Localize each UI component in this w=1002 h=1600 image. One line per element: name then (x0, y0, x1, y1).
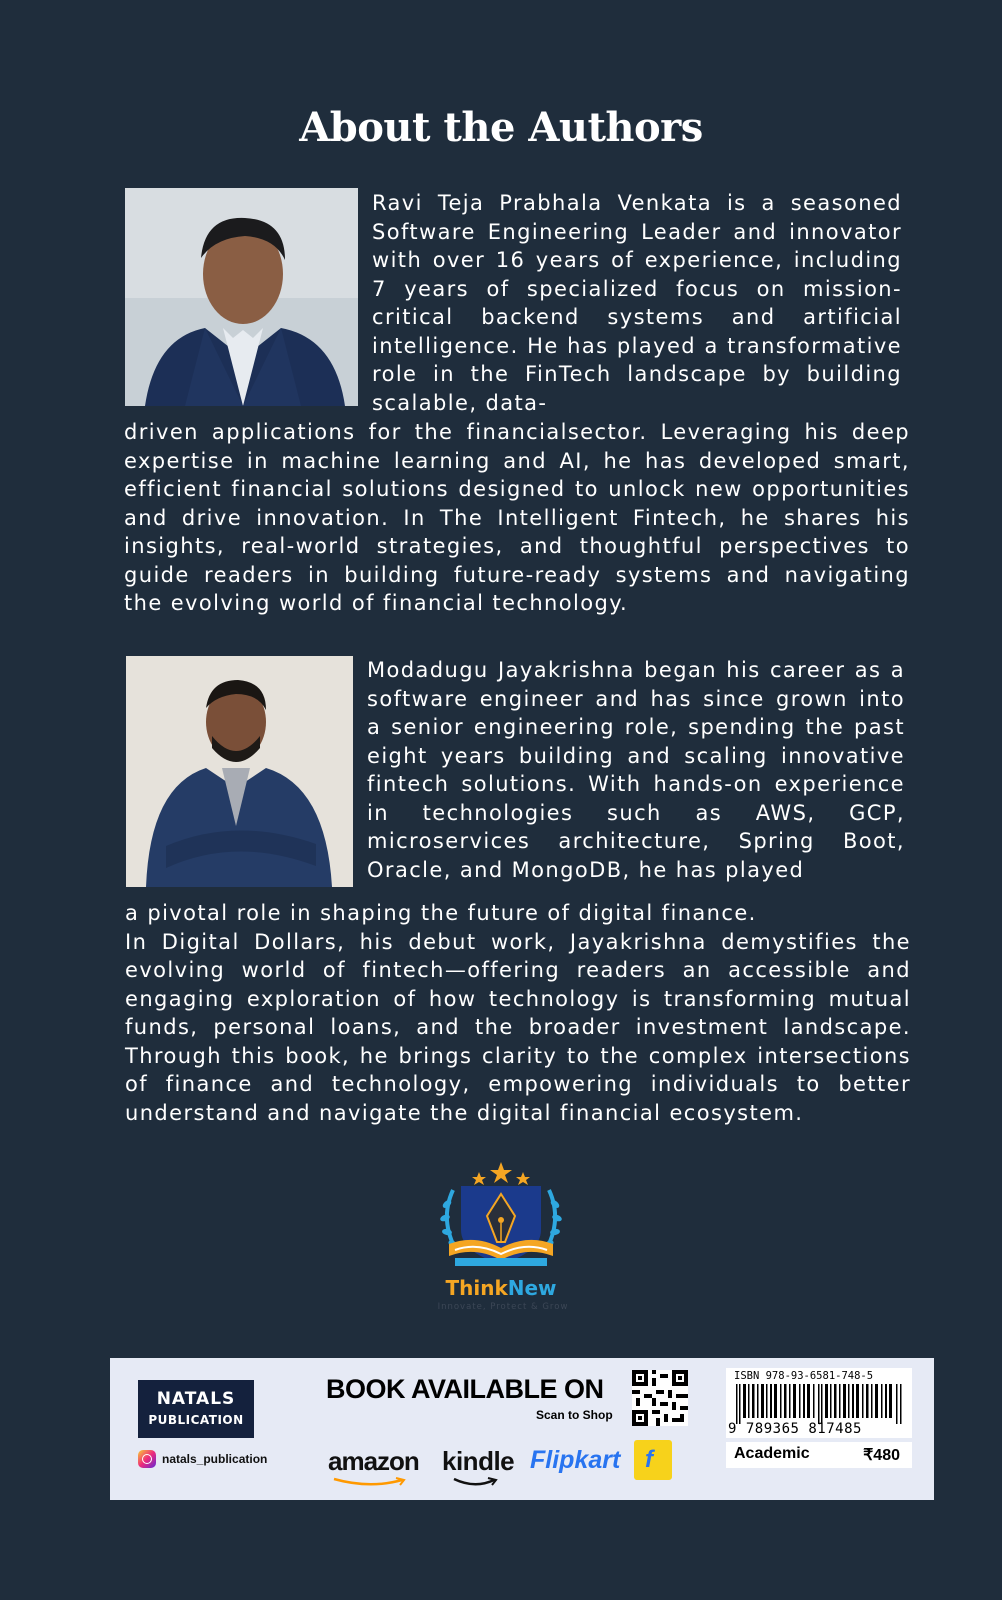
author1-bio-bottom (124, 418, 910, 618)
thinknew-logo (435, 1160, 567, 1310)
thinknew-new: New (507, 1276, 557, 1300)
flipkart-bag-icon[interactable]: f (634, 1440, 672, 1480)
thinknew-think: Think (445, 1276, 508, 1300)
page-title: About the Authors (299, 104, 703, 151)
amazon-link[interactable]: amazon (328, 1446, 419, 1476)
author2-bio-part3: In Digital Dollars, his debut work, Jayakrishna demystifies the evolving world of fintech—offering readers an accessible and engaging exploration of how technology is transforming mutual funds, personal loans, and the broader investment landscape. Through this book, he brings clarity to the complex intersections of finance and technology, empowering individuals to better understand and navigate the digital financial ecosystem. (125, 929, 911, 1125)
genre-price-box (726, 1442, 912, 1468)
thinknew-wordmark (435, 1276, 567, 1300)
instagram-handle: natals_publication (162, 1452, 268, 1466)
author2-bio-part1: Modadugu Jayakrishna began his career as a software engineer and has since grown into a senior engineering role, spending the past eight years building and scaling innovative fintech solutions. With hands-on experience in technologies such as AWS, GCP, microservices architecture, Spring Boot, Oracle, and MongoDB, he has played (367, 658, 905, 882)
publisher-subtitle: PUBLICATION (148, 1413, 244, 1427)
thinknew-tagline: Innovate, Protect & Grow (437, 1302, 569, 1312)
genre-label: Academic (734, 1445, 810, 1462)
author2-photo (126, 656, 353, 887)
scan-to-shop-label: Scan to Shop (536, 1408, 613, 1422)
author2-bio-bottom (125, 899, 911, 1127)
isbn-digits: 9 789365 817485 (728, 1421, 862, 1437)
instagram-handle-row (138, 1450, 267, 1468)
isbn-label: ISBN 978-93-6581-748-5 (734, 1370, 874, 1382)
barcode-icon (734, 1384, 906, 1424)
retail-bar (110, 1358, 934, 1500)
author1-bio-part1: Ravi Teja Prabhala Venkata is a seasoned Software Engineering Leader and innovator with over 16 years of experience, including 7 years of specialized focus on mission-critical backend systems and artificial intelligence. He has played a transformative role in the FinTech landscape by building scalable, data- (372, 191, 902, 415)
author1-bio-top (372, 189, 902, 417)
price-label: ₹480 (863, 1447, 900, 1464)
author2-bio-part2: a pivotal role in shaping the future of digital finance. (125, 901, 757, 925)
instagram-icon (138, 1450, 156, 1468)
author2-bio-top (367, 656, 905, 884)
person-photo-icon (125, 188, 358, 406)
qr-code-icon (632, 1370, 688, 1426)
flipkart-link[interactable]: Flipkart (530, 1446, 621, 1474)
amazon-smile-icon (330, 1477, 410, 1487)
person-photo-icon (126, 656, 353, 887)
isbn-barcode-box (726, 1368, 912, 1438)
kindle-smile-icon (450, 1477, 500, 1487)
thinknew-emblem-icon (435, 1160, 567, 1276)
publisher-logo (138, 1380, 254, 1438)
kindle-link[interactable]: kindle (442, 1446, 515, 1476)
book-available-heading: BOOK AVAILABLE ON (326, 1374, 604, 1404)
publisher-name: NATALS (156, 1389, 236, 1409)
author1-bio-part2: driven applications for the financialsector. Leveraging his deep expertise in machine learning and AI, he has developed smart, efficient financial solutions designed to unlock new opportunities and drive innovation. In The Intelligent Fintech, he shares his insights, real-world strategies, and thoughtful perspectives to guide readers in building future-ready systems and navigating the evolving world of financial technology. (124, 420, 910, 615)
author1-photo (125, 188, 358, 406)
